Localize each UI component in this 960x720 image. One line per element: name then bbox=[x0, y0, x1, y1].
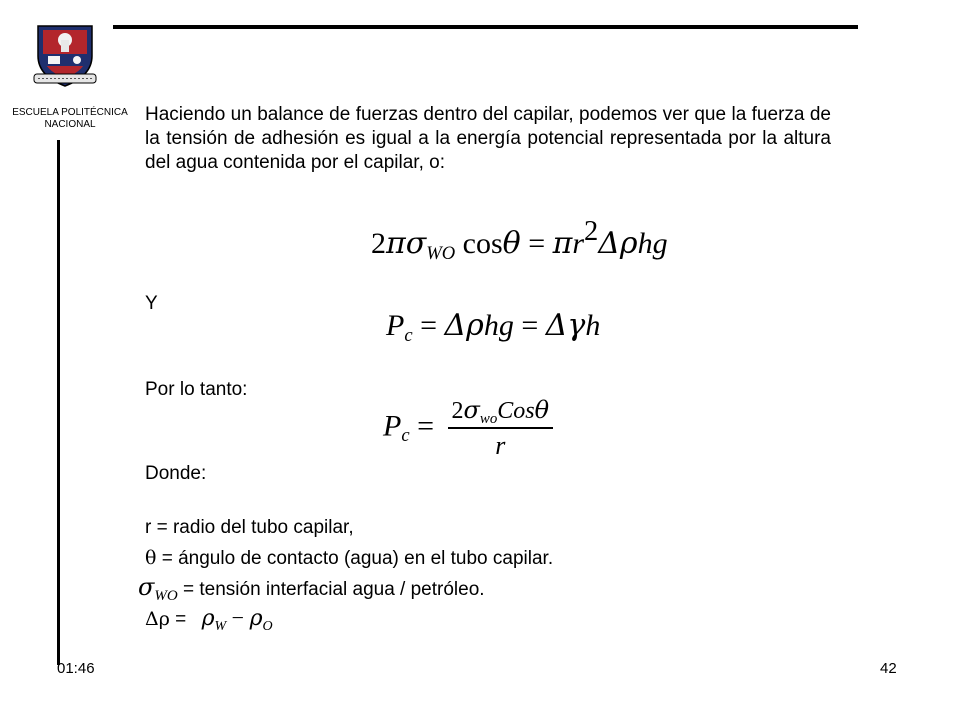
institution-line-1: ESCUELA POLITÉCNICA bbox=[12, 107, 128, 118]
theta-symbol: θ bbox=[145, 547, 157, 569]
y-label: Y bbox=[145, 293, 158, 314]
delta-rho-symbol: Δρ bbox=[145, 608, 170, 630]
equation-capillary-pressure: Pc = Δρhg = Δγh bbox=[386, 308, 601, 346]
definition-theta bbox=[145, 546, 553, 571]
left-rule bbox=[57, 140, 60, 665]
rho-difference-expression: $\rho_W - \rho_O$ bbox=[201, 605, 273, 634]
therefore-label: Por lo tanto: bbox=[145, 379, 248, 400]
definition-theta-text: = ángulo de contacto (agua) en el tubo capilar. bbox=[156, 548, 554, 569]
definition-delta-rho bbox=[145, 606, 273, 634]
definition-r: r = radio del tubo capilar, bbox=[145, 517, 354, 538]
institution-line-2: NACIONAL bbox=[44, 119, 96, 130]
definition-delta-rho-text: = bbox=[169, 609, 187, 630]
page-number: 42 bbox=[880, 660, 897, 677]
where-label: Donde: bbox=[145, 463, 207, 484]
equation-force-balance: 2πσWO cosθ = πr2Δρhg bbox=[371, 216, 668, 264]
definition-sigma bbox=[138, 575, 485, 603]
institution-name bbox=[5, 107, 135, 131]
crest-logo-icon bbox=[30, 20, 100, 90]
sigma-wo-symbol: $\sigma_{WO}$ bbox=[138, 573, 178, 604]
footer-time: 01:46 bbox=[57, 660, 95, 677]
top-rule bbox=[113, 25, 858, 29]
intro-paragraph: Haciendo un balance de fuerzas dentro del capilar, podemos ver que la fuerza de la tensión de adhesión es igual a la energía potencial representada por la altura del agua contenida por el capilar, o: bbox=[145, 104, 831, 173]
definition-sigma-text: = tensión interfacial agua / petróleo. bbox=[177, 579, 485, 600]
equation-capillary-pressure-result: Pc = $\frac{\text{2σwoCosθ}}{r}$ bbox=[383, 396, 553, 461]
